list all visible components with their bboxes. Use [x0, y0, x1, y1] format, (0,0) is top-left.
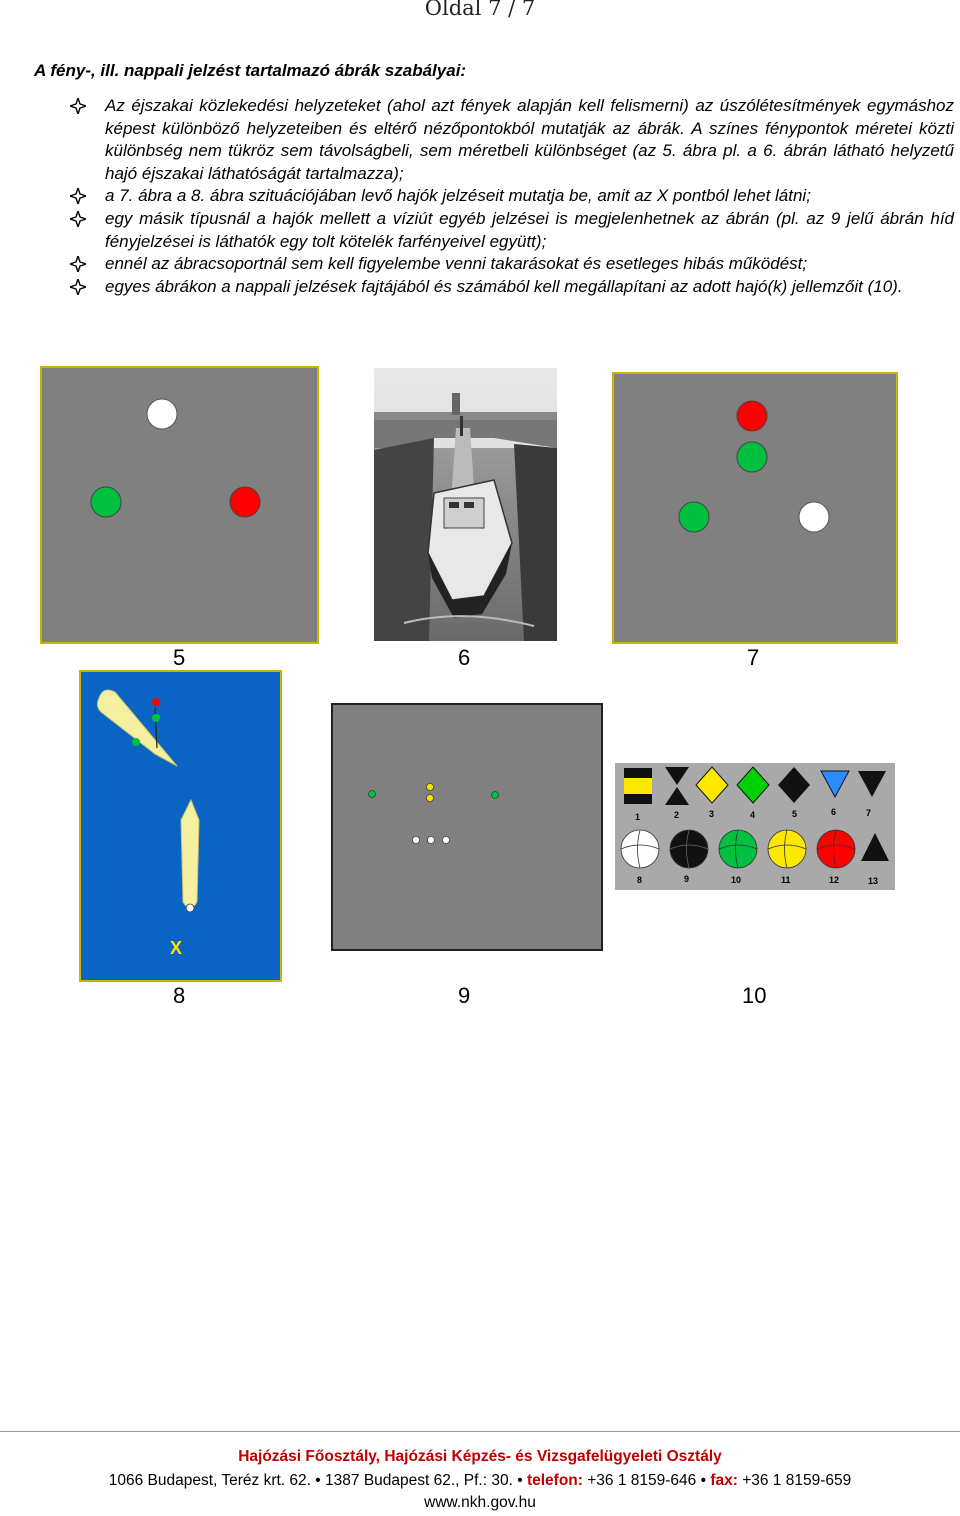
diamond-bullet-icon — [70, 98, 86, 114]
page-number: Oldal 7 / 7 — [424, 0, 536, 20]
caption-5: 5 — [173, 645, 186, 670]
diamond-bullet-icon — [70, 188, 86, 204]
caption-9: 9 — [458, 983, 471, 1008]
rules-list — [70, 95, 954, 298]
green-light — [91, 487, 121, 517]
caption-7: 7 — [747, 645, 760, 670]
red-light — [230, 487, 260, 517]
caption-6: 6 — [458, 645, 471, 670]
svg-text:5: 5 — [792, 809, 798, 819]
footer-org: Hajózási Főosztály, Hajózási Képzés- és Vizsgafelügyeleti Osztály — [238, 1448, 722, 1465]
svg-text:1: 1 — [635, 812, 641, 822]
diamond-bullet-icon — [70, 279, 86, 295]
figure-6-ship-photo — [374, 368, 557, 641]
white-light — [443, 837, 450, 844]
green-light — [492, 792, 499, 799]
svg-text:7: 7 — [866, 808, 872, 818]
svg-text:3: 3 — [709, 809, 715, 819]
svg-text:9: 9 — [684, 874, 690, 884]
red-light — [737, 401, 767, 431]
svg-text:4: 4 — [750, 810, 756, 820]
ship-2 — [181, 800, 199, 908]
white-light — [413, 837, 420, 844]
yellow-light — [427, 795, 434, 802]
list-item: egyes ábrákon a nappali jelzések fajtájából és számából kell megállapítani az adott hajó(k) jellemzőit (10). — [70, 276, 954, 299]
list-item: Az éjszakai közlekedési helyzeteket (ahol azt fények alapján kell felismerni) az úszólétesítmények egymáshoz képest különböző helyzeteiben és eltérő nézőpontokból mutatják az ábrák. A színes fénypontok méretei közti különbség nem tükröz sem távolságbeli, sem méretbeli különbséget (az 5. ábra pl. a 6. ábrán látható helyzetű hajó éjszakai láthatóságát tartalmazza); — [70, 95, 954, 185]
white-light — [799, 502, 829, 532]
figure-8-situation — [79, 670, 282, 982]
svg-text:10: 10 — [731, 875, 742, 885]
x-marker: X — [170, 938, 183, 958]
section-heading: A fény-, ill. nappali jelzést tartalmazó ábrák szabályai: — [34, 61, 467, 80]
green-light — [737, 442, 767, 472]
footer-divider — [0, 1431, 960, 1432]
svg-text:12: 12 — [829, 875, 840, 885]
footer-website-link[interactable]: www.nkh.gov.hu — [424, 1494, 536, 1511]
green-light — [152, 714, 160, 722]
list-item: a 7. ábra a 8. ábra szituációjában levő hajók jelzéseit mutatja be, amit az X pontból lehet látni; — [70, 185, 954, 208]
svg-text:6: 6 — [831, 807, 837, 817]
diamond-bullet-icon — [70, 256, 86, 272]
green-light — [369, 791, 376, 798]
svg-text:13: 13 — [868, 876, 879, 886]
svg-text:2: 2 — [674, 810, 680, 820]
green-light — [132, 738, 140, 746]
caption-8: 8 — [173, 983, 186, 1008]
figure-7-night-lights — [612, 372, 898, 644]
white-light — [147, 399, 177, 429]
green-light — [679, 502, 709, 532]
figure-10-day-signals — [615, 763, 895, 890]
white-light — [186, 904, 194, 912]
diamond-bullet-icon — [70, 211, 86, 227]
white-light — [428, 837, 435, 844]
list-item: ennél az ábracsoportnál sem kell figyelembe venni takarásokat és esetleges hibás működést; — [70, 253, 954, 276]
yellow-light — [427, 784, 434, 791]
svg-text:8: 8 — [637, 875, 643, 885]
footer-contact: 1066 Budapest, Teréz krt. 62. • 1387 Budapest 62., Pf.: 30. • telefon: +36 1 8159-646 • fax: +36 1 8159-659 — [108, 1472, 852, 1489]
caption-10: 10 — [742, 983, 767, 1008]
figure-9-bridge-lights — [331, 703, 603, 951]
svg-text:11: 11 — [781, 875, 791, 885]
figure-5-night-lights — [40, 366, 319, 644]
red-light — [152, 698, 160, 706]
list-item: egy másik típusnál a hajók mellett a víziút egyéb jelzései is megjelenhetnek az ábrán (pl. az 9 jelű ábrán híd fényjelzései is láthatók egy tolt kötelék farfényeivel együtt); — [70, 208, 954, 253]
